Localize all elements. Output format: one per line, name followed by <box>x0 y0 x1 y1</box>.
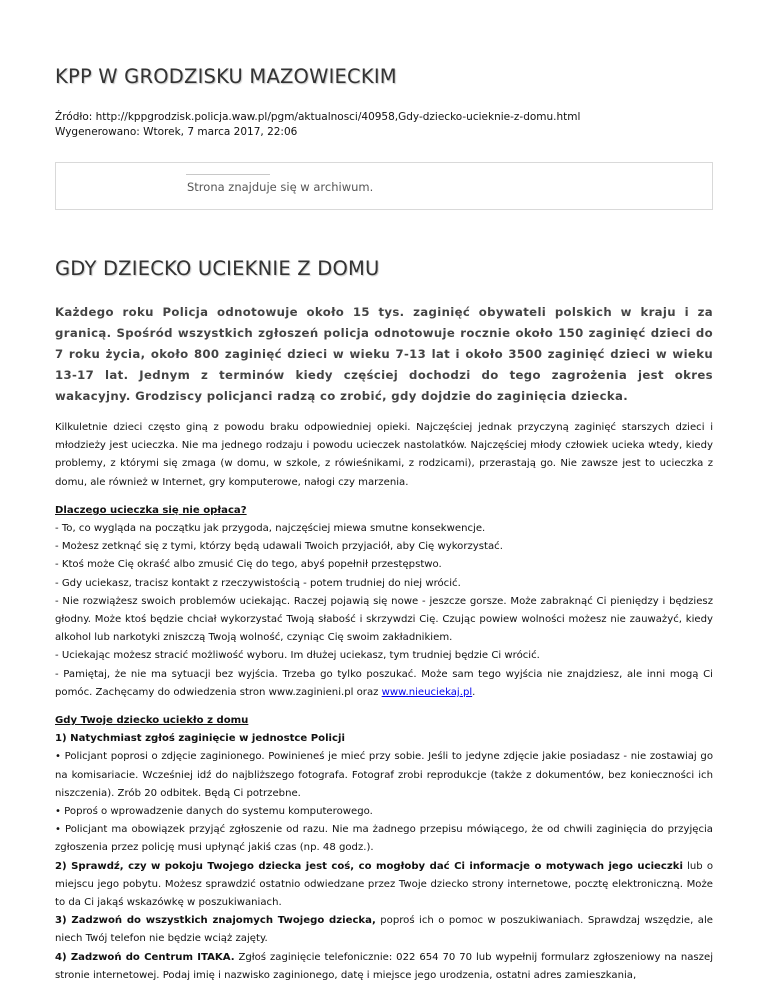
archive-notice: Strona znajduje się w archiwum. <box>187 180 374 194</box>
step-4: 4) Zadzwoń do Centrum ITAKA. Zgłoś zaginięcie telefonicznie: 022 654 70 70 lub wypełnij formularz zgłoszeniowy na naszej stronie internetowej. Podaj imię i nazwisko zaginionego, datę i miejsce jego urodzenia, ostatni adres zamieszkania, <box>55 951 713 981</box>
generated-date: Wygenerowano: Wtorek, 7 marca 2017, 22:06 <box>55 126 298 138</box>
archive-divider <box>186 174 270 175</box>
why-item: - Uciekając możesz stracić możliwość wyboru. Im dłużej uciekasz, tym trudniej będzie Ci wrócić. <box>55 650 540 662</box>
step-1-title: 1) Natychmiast zgłoś zaginięcie w jednostce Policji <box>55 733 345 745</box>
step-1-bullet: • Policjant ma obowiązek przyjąć zgłoszenie od razu. Nie ma żadnego przepisu mówiącego, że od chwili zaginięcia do przyjęcia zgłoszenia przez policję musi upłynąć jakiś czas (np. 48 godz.). <box>55 824 713 854</box>
meta-info <box>55 110 713 140</box>
why-item: - Możesz zetknąć się z tymi, którzy będą udawali Twoich przyjaciół, aby Cię wykorzystać. <box>55 541 503 553</box>
lead-text: Każdego roku Policja odnotowuje około 15 tys. zaginięć obywateli polskich w kraju i za granicą. Spośród wszystkich zgłoszeń policja odnotowuje rocznie około 150 zaginięć dzieci do 7 roku życia, około 800 zaginięć dzieci w wieku 7-13 lat i około 3500 zaginięć dzieci w wieku 13-17 lat. Jednym z terminów kiedy częściej dochodzi do tego zagrożenia jest okres wakacyjny. Grodziscy policjanci radzą co zrobić, gdy dojdzie do zaginięcia dziecka. <box>55 305 713 403</box>
article-body <box>55 419 713 985</box>
step-1-bullet: • Poproś o wprowadzenie danych do systemu komputerowego. <box>55 806 373 818</box>
article-lead <box>55 302 713 407</box>
why-item-last: - Pamiętaj, że nie ma sytuacji bez wyjścia. Trzeba go tylko poszukać. Może sam tego wyjścia nie znajdziesz, ale inni mogą Ci pomóc. Zachęcamy do odwiedzenia stron www.zaginieni.pl oraz www.nieuciekaj.pl. <box>55 668 713 698</box>
source-url: Źródło: http://kppgrodzisk.policja.waw.pl/pgm/aktualnosci/40958,Gdy-dziecko-ucieknie-z-domu.html <box>55 111 581 123</box>
nieuciekaj-link[interactable]: www.nieuciekaj.pl <box>381 686 473 698</box>
why-item: - To, co wygląda na początku jak przygoda, najczęściej miewa smutne konsekwencje. <box>55 523 486 535</box>
step-2: 2) Sprawdź, czy w pokoju Twojego dziecka jest coś, co mogłoby dać Ci informacje o motywach jego ucieczki lub o miejscu jego pobytu. Możesz sprawdzić ostatnio odwiedzane przez Twoje dziecko strony internetowe, pocztę elektroniczną. Może to da Ci jakąś wskazówkę w poszukiwaniach. <box>55 860 714 909</box>
archive-notice-box <box>55 162 713 210</box>
why-heading: Dlaczego ucieczka się nie opłaca? <box>55 504 247 516</box>
site-title: KPP W GRODZISKU MAZOWIECKIM <box>55 65 397 88</box>
why-item: - Gdy uciekasz, tracisz kontakt z rzeczywistością - potem trudniej do niej wrócić. <box>55 577 461 589</box>
why-item: - Ktoś może Cię okraść albo zmusić Cię do tego, abyś popełnił przestępstwo. <box>55 559 442 571</box>
intro-paragraph: Kilkuletnie dzieci często giną z powodu braku odpowiedniej opieki. Najczęściej jednak przyczyną zaginięć starszych dzieci i młodzieży jest ucieczka. Nie ma jednego rodzaju i powodu ucieczek nastolatków. Najczęściej młody człowiek ucieka wtedy, kiedy problemy, z którymi się zmaga (w domu, w szkole, z rówieśnikami, z rodzicami), przerastają go. Nie zawsze jest to ucieczka z domu, ale również w Internet, gry komputerowe, nałogi czy marzenia. <box>55 422 713 488</box>
when-heading: Gdy Twoje dziecko uciekło z domu <box>55 715 249 727</box>
step-3: 3) Zadzwoń do wszystkich znajomych Twojego dziecka, poproś ich o pomoc w poszukiwaniach. Sprawdzaj wszędzie, ale niech Twój telefon nie będzie wciąż zajęty. <box>55 915 713 945</box>
why-item: - Nie rozwiążesz swoich problemów uciekając. Raczej pojawią się nowe - jeszcze gorsze. Może zabraknąć Ci pieniędzy i będziesz głodny. Może ktoś będzie chciał wykorzystać Twoją słabość i skrzywdzi Cię. Czując powiew wolności możesz nie zauważyć, kiedy alkohol lub narkotyki zniszczą Twoją wolność, czyniąc Cię swoim zakładnikiem. <box>55 595 713 644</box>
step-1-bullet: • Policjant poprosi o zdjęcie zaginionego. Powinieneś je mieć przy sobie. Jeśli to jedyne zdjęcie jakie posiadasz - nie zostawiaj go na komisariacie. Wcześniej idź do najbliższego fotografa. Fotograf zrobi reprodukcje (także z dokumentów, bez konieczności ich niszczenia). Zrób 20 odbitek. Będą Ci potrzebne. <box>55 751 713 799</box>
article-title: GDY DZIECKO UCIEKNIE Z DOMU <box>55 257 380 280</box>
